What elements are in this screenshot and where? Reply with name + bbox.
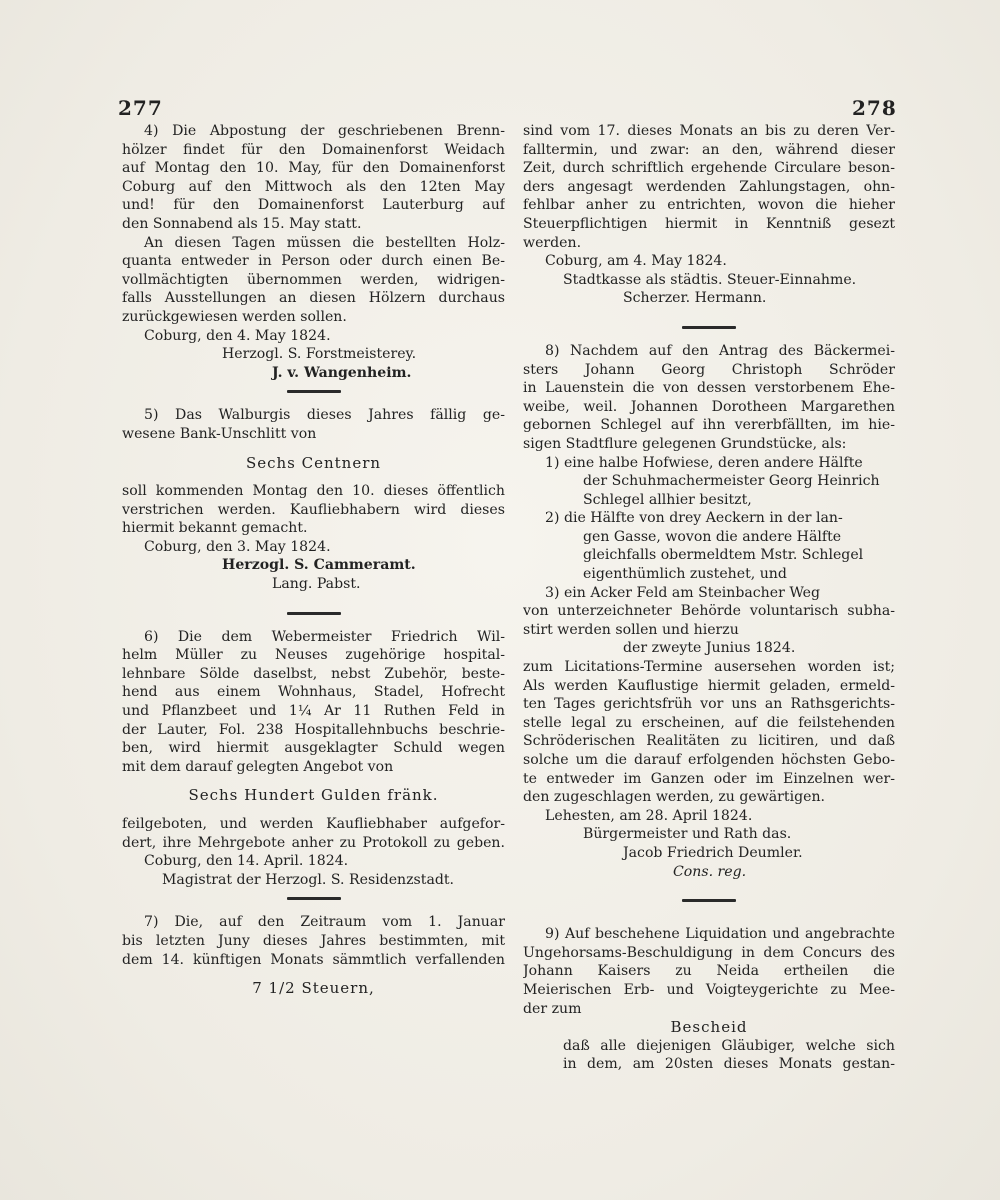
- text-line: Schröderischen Realitäten zu licitiren, und daß: [523, 733, 895, 750]
- text-line: 4) Die Abpostung der geschriebenen Brenn-: [144, 123, 505, 139]
- section-divider: [682, 899, 736, 902]
- text-line: hiermit bekannt gemacht.: [122, 520, 308, 537]
- text-line: gebornen Schlegel auf ihn vererbfällten, im hie-: [523, 417, 895, 434]
- section-divider: [287, 612, 341, 615]
- text-line: weibe, weil. Johannen Dorotheen Margarethen: [523, 398, 895, 415]
- signature: Herzogl. S. Cammeramt.: [222, 557, 416, 574]
- notice-8: [523, 342, 895, 881]
- section-heading: Bescheid: [670, 1018, 748, 1037]
- dateline: Coburg, am 4. May 1824.: [545, 253, 727, 270]
- text-line: von unterzeichneter Behörde voluntarisch subha-: [523, 603, 895, 620]
- text-line: Ungehorsams-Beschuldigung in dem Concurs des: [523, 944, 895, 961]
- right-column: [523, 122, 895, 1074]
- text-line: sigen Stadtflure gelegenen Grundstücke, als:: [523, 435, 847, 452]
- text-line: te entweder im Ganzen oder im Einzelnen wer-: [523, 770, 895, 787]
- text-line: in dem, am 20sten dieses Monats gestan-: [563, 1056, 895, 1073]
- text-line: feilgeboten, und werden Kaufliebhaber aufgefor-: [122, 816, 505, 832]
- signature: Bürgermeister und Rath das.: [583, 826, 792, 843]
- text-line: soll kommenden Montag den 10. dieses öffentlich: [122, 483, 505, 500]
- text-line: lehnbare Sölde daselbst, nebst Zubehör, beste-: [122, 665, 505, 682]
- text-line: Meierischen Erb- und Voigteygerichte zu Mee-: [523, 981, 895, 998]
- text-line: und Pflanzbeet und 1¼ Ar 11 Ruthen Feld in: [122, 703, 505, 720]
- text-line: in Lauenstein die von dessen verstorbenem Ehe-: [523, 380, 895, 397]
- section-divider: [287, 390, 341, 393]
- notice-4: [122, 122, 505, 382]
- signature: Lang. Pabst.: [272, 576, 361, 593]
- text-line: den zugeschlagen werden, zu gewärtigen.: [523, 789, 825, 806]
- signature: Magistrat der Herzogl. S. Residenzstadt.: [162, 871, 455, 888]
- text-line: Zeit, durch schriftlich ergehende Circulare beson-: [523, 160, 895, 177]
- notice-7: [122, 913, 505, 997]
- text-line: sind vom 17. dieses Monats an bis zu deren Ver-: [523, 123, 895, 139]
- text-line: 9) Auf beschehene Liquidation und angebrachte: [545, 926, 895, 943]
- text-line: fehlbar anher zu entrichten, wovon die hieher: [523, 197, 895, 214]
- text-line: zum Licitations-Termine ausersehen worden ist;: [523, 659, 895, 676]
- text-line: 5) Das Walburgis dieses Jahres fällig ge-: [144, 407, 505, 424]
- list-item: gleichfalls obermeldtem Mstr. Schlegel: [583, 547, 864, 564]
- amount-heading: Sechs Centnern: [245, 453, 382, 472]
- text-line: ben, wird hiermit ausgeklagter Schuld wegen: [122, 740, 505, 757]
- text-line: Coburg auf den Mittwoch als den 12ten May: [122, 178, 505, 195]
- notice-5: [122, 406, 505, 593]
- text-line: helm Müller zu Neuses zugehörige hospital-: [122, 647, 505, 664]
- dateline: Coburg, den 4. May 1824.: [144, 327, 331, 344]
- text-line: solche um die darauf erfolgenden höchsten Gebo-: [523, 752, 895, 768]
- text-line: stelle legal zu erscheinen, auf die feilstehenden: [523, 714, 895, 731]
- text-line: zurückgewiesen werden sollen.: [122, 308, 347, 325]
- text-line: vollmächtigten übernommen werden, widrigen-: [122, 271, 505, 288]
- list-item: eigenthümlich zustehet, und: [583, 566, 787, 583]
- term-date: der zweyte Junius 1824.: [623, 640, 796, 657]
- text-line: der zum: [523, 1000, 582, 1017]
- text-line: hölzer findet für den Domainenforst Weidach: [122, 141, 505, 158]
- list-item: gen Gasse, wovon die andere Hälfte: [583, 528, 842, 545]
- section-divider: [287, 897, 341, 900]
- text-line: mit dem darauf gelegten Angebot von: [122, 758, 394, 775]
- text-line: auf Montag den 10. May, für den Domainenforst: [122, 160, 505, 177]
- text-line: falls Ausstellungen an diesen Hölzern durchaus: [122, 290, 505, 307]
- text-line: quanta entweder in Person oder durch einen Be-: [122, 253, 505, 270]
- text-line: ten Tages gerichtsfrüh vor uns an Rathsgerichts-: [523, 696, 895, 713]
- list-item: 1) eine halbe Hofwiese, deren andere Hälfte: [545, 454, 863, 471]
- text-line: den Sonnabend als 15. May statt.: [122, 215, 362, 232]
- dateline: Coburg, den 14. April. 1824.: [144, 853, 349, 870]
- text-line: An diesen Tagen müssen die bestellten Holz-: [144, 234, 505, 251]
- signature: Cons. reg.: [673, 863, 747, 880]
- signature: J. v. Wangenheim.: [272, 364, 412, 381]
- section-divider: [682, 326, 736, 329]
- dateline: Coburg, den 3. May 1824.: [144, 538, 331, 555]
- amount-heading: 7 1/2 Steuern,: [252, 979, 375, 998]
- text-line: ders angesagt werdenden Zahlungstagen, ohn-: [523, 178, 895, 195]
- text-line: 8) Nachdem auf den Antrag des Bäckermei-: [545, 342, 895, 359]
- text-line: daß alle diejenigen Gläubiger, welche sich: [563, 1037, 895, 1054]
- notice-9: [523, 925, 895, 1074]
- text-line: wesene Bank-Unschlitt von: [122, 425, 317, 442]
- notice-6: [122, 628, 505, 890]
- signature: Stadtkasse als städtis. Steuer-Einnahme.: [563, 271, 857, 288]
- text-line: Steuerpflichtigen hiermit in Kenntniß gesezt: [523, 215, 895, 232]
- notice-7-continued: [523, 122, 895, 308]
- text-line: dert, ihre Mehrgebote anher zu Protokoll zu geben.: [122, 834, 505, 851]
- signature: Herzogl. S. Forstmeisterey.: [222, 346, 417, 363]
- list-item: Schlegel allhier besitzt,: [583, 491, 752, 508]
- list-item: der Schuhmachermeister Georg Heinrich: [583, 473, 880, 490]
- signature: Jacob Friedrich Deumler.: [623, 844, 803, 861]
- signature: Scherzer. Hermann.: [623, 290, 767, 307]
- text-line: dem 14. künftigen Monats sämmtlich verfallenden: [122, 951, 505, 968]
- page-number-left: 277: [118, 96, 163, 120]
- left-column: [122, 122, 505, 998]
- text-line: 7) Die, auf den Zeitraum vom 1. Januar: [144, 914, 505, 931]
- text-line: Als werden Kauflustige hiermit geladen, ermeld-: [523, 677, 895, 694]
- text-line: und! für den Domainenforst Lauterburg auf: [122, 197, 505, 214]
- page-number-right: 278: [852, 96, 897, 120]
- list-item: 3) ein Acker Feld am Steinbacher Weg: [545, 584, 821, 601]
- text-line: verstrichen werden. Kaufliebhabern wird dieses: [122, 501, 505, 518]
- text-line: hend aus einem Wohnhaus, Stadel, Hofrecht: [122, 684, 505, 701]
- text-line: Johann Kaisers zu Neida ertheilen die: [523, 963, 895, 980]
- dateline: Lehesten, am 28. April 1824.: [545, 807, 753, 824]
- text-line: werden.: [523, 234, 582, 251]
- text-line: falltermin, und zwar: an den, während dieser: [523, 141, 895, 158]
- text-line: bis letzten Juny dieses Jahres bestimmten, mit: [122, 932, 505, 949]
- list-item: 2) die Hälfte von drey Aeckern in der lan-: [545, 510, 843, 527]
- text-line: sters Johann Georg Christoph Schröder: [523, 361, 895, 378]
- text-line: stirt werden sollen und hierzu: [523, 621, 739, 638]
- text-line: der Lauter, Fol. 238 Hospitallehnbuchs beschrie-: [122, 721, 505, 738]
- amount-heading: Sechs Hundert Gulden fränk.: [188, 786, 439, 805]
- text-line: 6) Die dem Webermeister Friedrich Wil-: [144, 628, 505, 645]
